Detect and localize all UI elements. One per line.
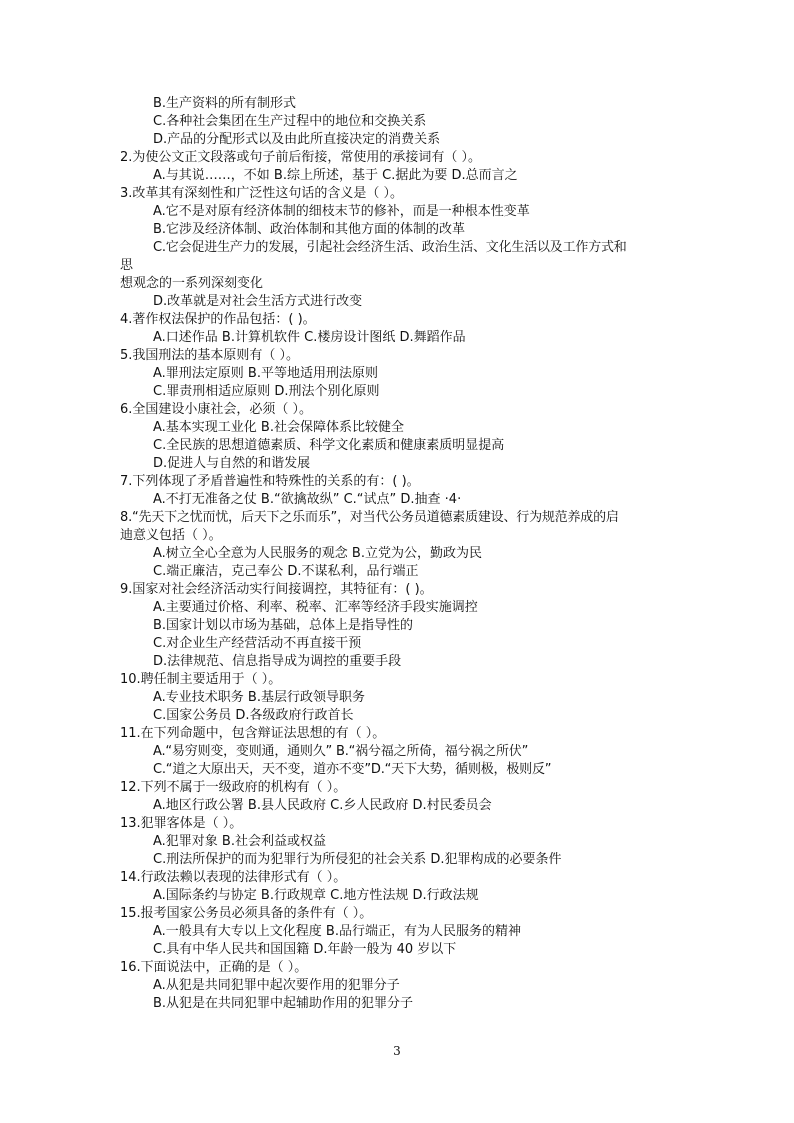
option-line: C.具有中华人民共和国国籍 D.年龄一般为 40 岁以下 xyxy=(153,942,457,957)
question-line: 10.聘任制主要适用于（ ）。 xyxy=(120,672,282,687)
option-line: A.树立全心全意为人民服务的观念 B.立党为公，勤政为民 xyxy=(153,546,482,561)
option-line: C.刑法所保护的而为犯罪行为所侵犯的社会关系 D.犯罪构成的必要条件 xyxy=(153,852,562,867)
option-line: A.主要通过价格、利率、税率、汇率等经济手段实施调控 xyxy=(153,600,478,615)
option-line: B.国家计划以市场为基础，总体上是指导性的 xyxy=(153,618,414,633)
option-line: D.促进人与自然的和谐发展 xyxy=(153,456,311,471)
question-line: 13.犯罪客体是（ ）。 xyxy=(120,816,243,831)
question-line: 14.行政法赖以表现的法律形式有（ ）。 xyxy=(120,870,347,885)
continuation-line: 想观念的一系列深刻变化 xyxy=(120,276,264,291)
question-line: 16.下面说法中，正确的是（ ）。 xyxy=(120,960,308,975)
option-line: A.不打无准备之仗 B.“欲擒故纵” C.“试点” D.抽查 ·4· xyxy=(153,492,462,507)
option-line: A.它不是对原有经济体制的细枝末节的修补，而是一种根本性变革 xyxy=(153,204,530,219)
question-line: 9.国家对社会经济活动实行间接调控，其特征有：( )。 xyxy=(120,582,433,597)
option-line: C.“道之大原出天，天不变，道亦不变”D.“天下大势，循则极，极则反” xyxy=(153,762,552,777)
option-line: A.与其说……，不如 B.综上所述，基于 C.据此为要 D.总而言之 xyxy=(153,168,518,183)
option-line: A.专业技术职务 B.基层行政领导职务 xyxy=(153,690,365,705)
question-line: 15.报考国家公务员必须具备的条件有（ ）。 xyxy=(120,906,373,921)
option-line: A.犯罪对象 B.社会利益或权益 xyxy=(153,834,326,849)
option-line: A.从犯是共同犯罪中起次要作用的犯罪分子 xyxy=(153,978,400,993)
option-line: C.全民族的思想道德素质、科学文化素质和健康素质明显提高 xyxy=(153,438,505,453)
question-line: 2.为使公文正文段落或句子前后衔接，常使用的承接词有（ ）。 xyxy=(120,150,482,165)
question-line: 3.改革其有深刻性和广泛性这句话的含义是（ ）。 xyxy=(120,186,404,201)
question-line: 11.在下列命题中，包含辩证法思想的有（ ）。 xyxy=(120,726,386,741)
option-line: A.罪刑法定原则 B.平等地适用刑法原则 xyxy=(153,366,378,381)
option-line: C.各种社会集团在生产过程中的地位和交换关系 xyxy=(153,114,427,129)
continuation-line: 迪意义包括（ ）。 xyxy=(120,528,222,543)
option-line: B.生产资料的所有制形式 xyxy=(153,96,297,111)
question-line: 5.我国刑法的基本原则有（ ）。 xyxy=(120,348,300,363)
option-line: C.它会促进生产力的发展，引起社会经济生活、政治生活、文化生活以及工作方式和 xyxy=(153,240,627,255)
option-line: A.地区行政公署 B.县人民政府 C.乡人民政府 D.村民委员会 xyxy=(153,798,492,813)
option-line: D.法律规范、信息指导成为调控的重要手段 xyxy=(153,654,402,669)
continuation-line: 思 xyxy=(120,258,134,273)
option-line: A.口述作品 B.计算机软件 C.楼房设计图纸 D.舞蹈作品 xyxy=(153,330,466,345)
option-line: A.“易穷则变，变则通，通则久” B.“祸兮福之所倚，福兮祸之所伏” xyxy=(153,744,529,759)
question-line: 12.下列不属于一级政府的机构有（ ）。 xyxy=(120,780,347,795)
option-line: B.它涉及经济体制、政治体制和其他方面的体制的改革 xyxy=(153,222,466,237)
question-line: 7.下列体现了矛盾普遍性和特殊性的关系的有：( )。 xyxy=(120,474,420,489)
option-line: C.罪责刑相适应原则 D.刑法个别化原则 xyxy=(153,384,380,399)
option-line: D.改革就是对社会生活方式进行改变 xyxy=(153,294,363,309)
page-number: 3 xyxy=(393,1044,401,1058)
option-line: A.国际条约与协定 B.行政规章 C.地方性法规 D.行政法规 xyxy=(153,888,479,903)
option-line: A.基本实现工业化 B.社会保障体系比较健全 xyxy=(153,420,404,435)
question-line: 4.著作权法保护的作品包括：( )。 xyxy=(120,312,316,327)
option-line: C.国家公务员 D.各级政府行政首长 xyxy=(153,708,354,723)
option-line: C.对企业生产经营活动不再直接干预 xyxy=(153,636,362,651)
option-line: D.产品的分配形式以及由此所直接决定的消费关系 xyxy=(153,132,441,147)
option-line: A.一般具有大专以上文化程度 B.品行端正，有为人民服务的精神 xyxy=(153,924,521,939)
option-line: B.从犯是在共同犯罪中起辅助作用的犯罪分子 xyxy=(153,996,414,1011)
option-line: C.端正廉洁，克己奉公 D.不谋私利，品行端正 xyxy=(153,564,419,579)
question-line: 6.全国建设小康社会，必须（ ）。 xyxy=(120,402,313,417)
question-line: 8.“先天下之忧而忧，后天下之乐而乐”，对当代公务员道德素质建设、行为规范养成的启 xyxy=(120,510,619,525)
